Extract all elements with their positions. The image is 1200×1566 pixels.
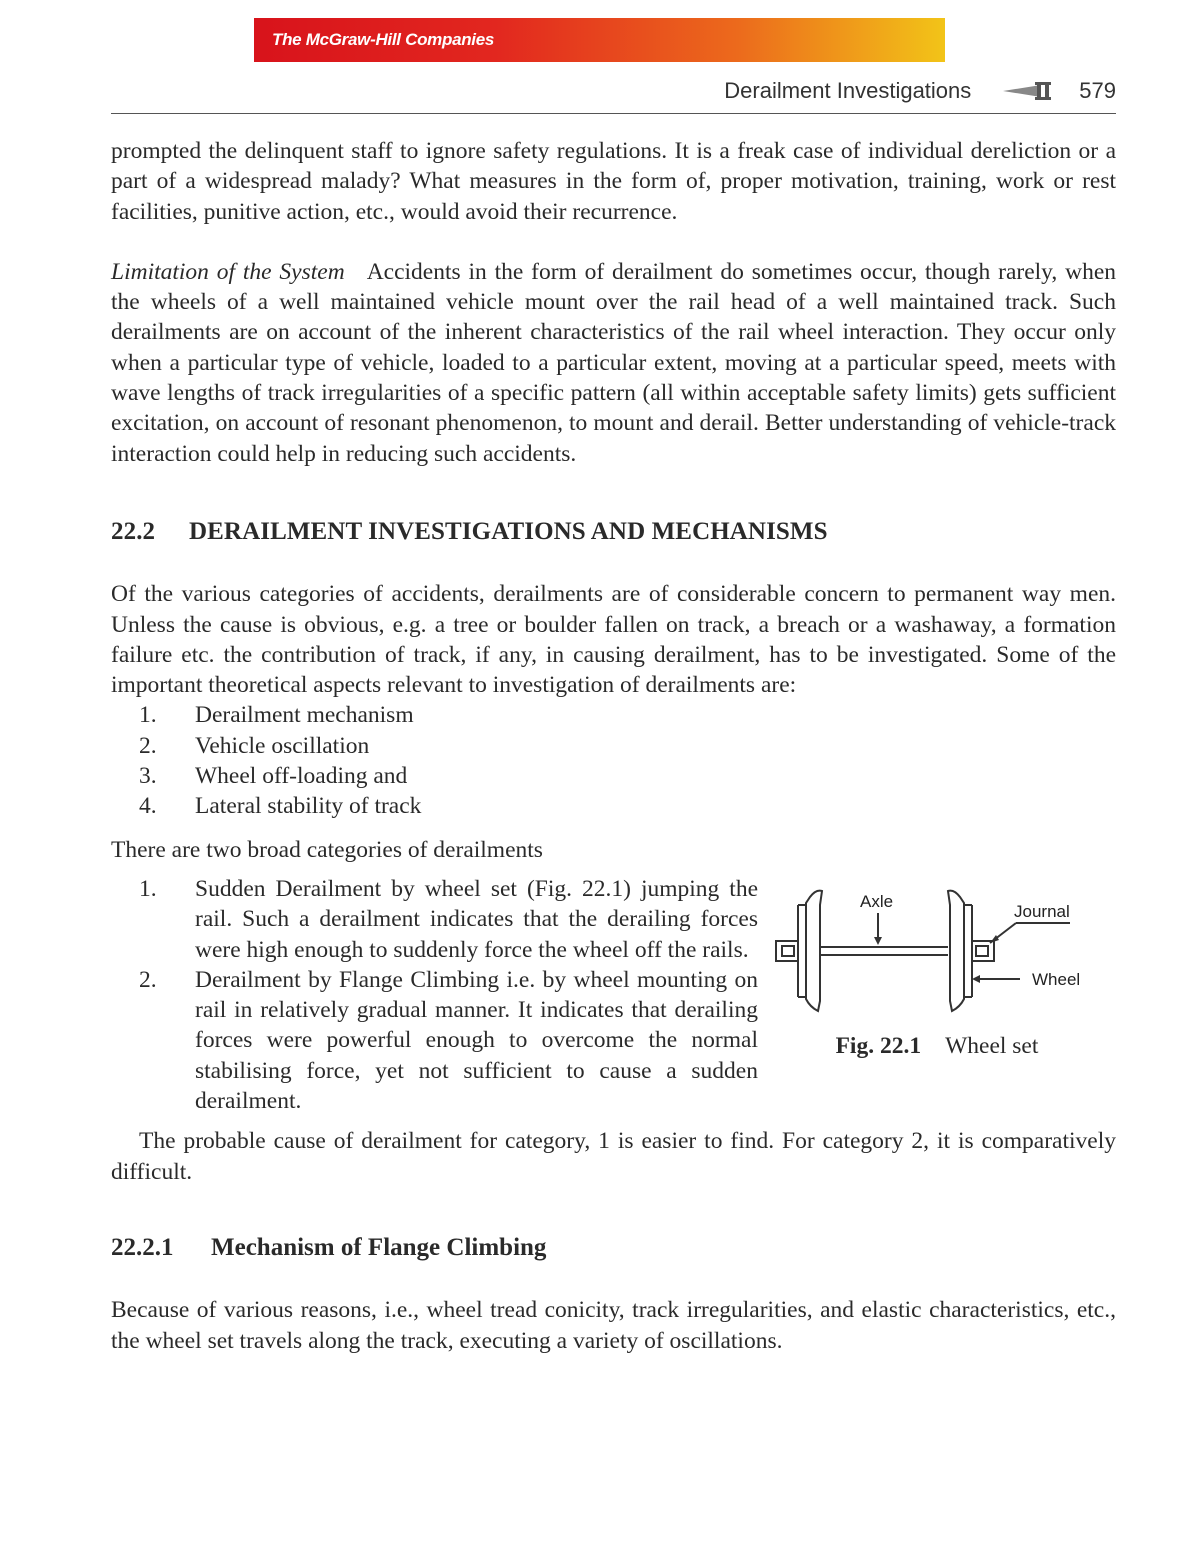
- figure-caption-text: Wheel set: [945, 1032, 1039, 1059]
- list-item: 1. Derailment mechanism: [139, 702, 414, 729]
- page-body: [111, 136, 1116, 1356]
- running-title: Derailment Investigations: [724, 78, 972, 103]
- list-item: 4. Lateral stability of track: [139, 793, 422, 820]
- paragraph-limitation: [111, 257, 1116, 469]
- header-rule: [111, 113, 1116, 114]
- figure-caption: [758, 1031, 1116, 1061]
- figure-wheel-set: [758, 865, 1116, 1061]
- section-title: DERAILMENT INVESTIGATIONS AND MECHANISMS: [189, 517, 828, 545]
- section-closing: The probable cause of derailment for category, 1 is easier to find. For category 2, it is comparatively difficult.: [111, 1128, 1116, 1185]
- publisher-logo: The McGraw-Hill Companies: [272, 30, 495, 49]
- paragraph-continuation: prompted the delinquent staff to ignore safety regulations. It is a freak case of individual dereliction or a part of a widespread malady? What measures in the form of, proper motivation, training, work or rest facilities, punitive action, etc., would avoid their recurrence.: [111, 138, 1116, 225]
- publisher-banner: [254, 18, 945, 62]
- right-wheel-shape: [948, 891, 964, 1011]
- subsection-text: Because of various reasons, i.e., wheel tread conicity, track irregularities, and elastic characteristics, etc., the wheel set travels along the track, executing a variety of oscillations.: [111, 1297, 1116, 1354]
- section-intro: Of the various categories of accidents, derailments are of considerable concern to permanent way men. Unless the cause is obvious, e.g. a tree or boulder fallen on track, a breach or a washaway, a formation failure etc. the contribution of track, if any, in causing derailment, has to be investigated. Some of the important theoretical aspects relevant to investigation of derailments are:: [111, 581, 1116, 699]
- axle-label: Axle: [860, 891, 894, 911]
- categories-intro: There are two broad categories of derailments: [111, 836, 543, 863]
- left-wheel-shape: [806, 891, 822, 1011]
- paragraph-limitation-text: Accidents in the form of derailment do sometimes occur, though rarely, when the wheels of a well maintained vehicle mount over the rail head of a well maintained track. Such derailments are on account of the inherent characteristics of the rail wheel interaction. They occur only when a particular type of vehicle, loaded to a particular extent, moving at a particular speed, meets with wave lengths of track irregularities of a specific pattern (all within acceptable safety limits) gets sufficient excitation, on account of resonant phenomenon, to mount and derail. Better understanding of vehicle-track interaction could help in reducing such accidents.: [111, 258, 1116, 467]
- list-item: 2. Vehicle oscillation: [139, 732, 370, 759]
- rail-track-icon: [1001, 79, 1061, 103]
- subsection-number: 22.2.1: [111, 1233, 174, 1261]
- categories-with-figure: [111, 865, 1116, 1116]
- figure-number: Fig. 22.1: [835, 1032, 922, 1059]
- page-number: 579: [1079, 78, 1116, 103]
- section-heading-22-2: [111, 517, 1116, 547]
- list-item: 3. Wheel off-loading and: [139, 763, 408, 790]
- journal-label: Journal: [1014, 901, 1070, 921]
- run-in-heading: Limitation of the System: [111, 258, 345, 285]
- list-item: 1. Sudden Derailment by wheel set (Fig. 22.1) jumping the rail. Such a derailment indicates that the derailing forces were high enough to suddenly force the wheel off the rails.: [139, 875, 758, 963]
- subsection-title: Mechanism of Flange Climbing: [211, 1233, 547, 1261]
- section-heading-22-2-1: [111, 1233, 1116, 1263]
- wheel-label: Wheel: [1032, 969, 1081, 989]
- categories-list: [111, 874, 758, 1116]
- running-header: [724, 78, 1116, 104]
- aspects-list: [111, 700, 1116, 821]
- wheel-set-diagram: [758, 875, 1098, 1025]
- section-number: 22.2: [111, 517, 156, 545]
- list-item: 2. Derailment by Flange Climbing i.e. by wheel mounting on rail in relatively gradual manner. It indicates that derailing forces were powerful enough to overcome the normal stabilising force, yet not sufficient to cause a sudden derailment.: [139, 966, 758, 1115]
